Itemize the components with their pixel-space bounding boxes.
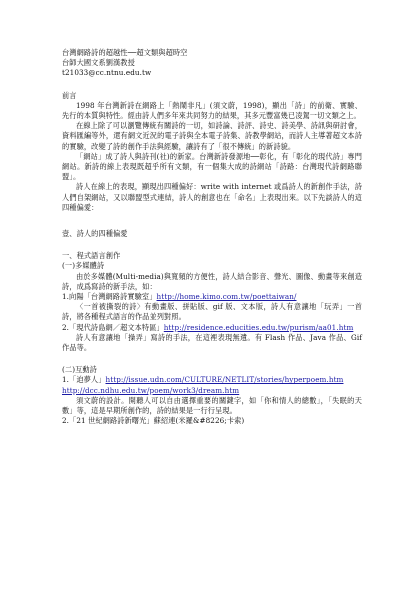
multimedia-paragraph: 由於多媒體(Multi-media)與寬頻的方便性，詩人結合影音、聲光、圖像、動畫等來創造詩，成爲寫詩的新手法，如： — [62, 271, 362, 291]
sub-subsection-heading-interactive: (二)互動詩 — [62, 365, 97, 375]
list-item-4: 2.「21 世紀網路詩新曙光」蘇紹連(米羅&#8226;卡索) — [62, 416, 245, 426]
list-item-2-description: 詩人有意讓地「操弄」寫詩的手法，在這裡表現無遺。有 Flash 作品、Java 作品、Gif 作品等。 — [62, 332, 362, 353]
preface-paragraph-2: 在線上除了可以瀏覽傳統有關詩的一切，如詩論、詩評、詩史、詩美學、詩訊與研討會，資料匯編等外，還有網文近況的電子詩與全本電子詩集、詩教學網站，而詩人主導著超文本詩的實驗，改變了詩的創作手法與經驗，讓詩有了「很不傳統」的新詩貌。 — [62, 121, 362, 151]
document-body — [62, 48, 362, 427]
list-item-3-description: 須文蔚的設計。開聽人可以自由選擇重要的關鍵字，如「你和情人的總數」，「失眠的天數」等，這是早期所創作的，詩的結果是一行行呈現。 — [62, 395, 362, 416]
list-item-3-label: 1.「迫夢人」 — [62, 375, 106, 385]
sub-subsection-heading-multimedia: (一)多媒體詩 — [62, 261, 105, 271]
dream-poem-link[interactable]: http://dcc.ndhu.edu.tw/poem/work3/dream.htm — [62, 385, 240, 395]
list-item-1 — [62, 292, 362, 302]
preface-paragraph-1: 1998 年台灣新詩在網路上「熱鬧非凡」(須文蔚，1998)，顯出「詩」的前衛、實驗、先行的本質與特性。經由詩人們多年來共同努力的結果，其多元豐富幾已凌駕一切文類之上。 — [62, 100, 362, 121]
author-email: t21033@cc.ntnu.edu.tw — [62, 68, 152, 78]
author-affiliation: 台師大國文系劉漢教授 — [62, 58, 135, 68]
document-title: 台灣網路詩的超越性──超文類與超時空 — [62, 48, 188, 57]
subsection-heading-1: 一、程式語言創作 — [62, 251, 121, 261]
list-item-2-label: 2.「現代詩島網／超文本特區」 — [62, 322, 164, 332]
preface-heading: 前言 — [62, 90, 77, 100]
list-item-3-second-link-line — [62, 386, 362, 396]
list-item-1-description: 〈一首被撕裂的詩〉有動畫版、拼貼版、gif 版、文本版，詩人有意讓地「玩弄」一首詩，將各種程式語言的作品並列對照。 — [62, 302, 362, 322]
poettaiwan-link[interactable]: http://home.kimo.com.tw/poettaiwan/ — [156, 292, 297, 302]
preface-paragraph-4: 詩人在線上的表現，顯現出四種偏好：write with internet 或爲詩人的新創作手法，詩人們自架網站，又以聯盟型式連結，詩人的創意也在「命名」上表現出來。以下先談詩人的這四種偏愛： — [62, 182, 362, 212]
purism-link[interactable]: http://residence.educities.edu.tw/purism/aa01.htm — [163, 322, 354, 332]
list-item-2 — [62, 323, 362, 333]
hyperpoem-link[interactable]: http://issue.udn.com/CULTURE/NETLIT/stories/hyperpoem.htm — [105, 375, 344, 385]
list-item-3 — [62, 375, 362, 385]
section-heading-1: 壹、詩人的四種偏愛 — [62, 229, 128, 239]
preface-paragraph-3: 「網站」成了詩人與詩刊(社)的新家。台灣新詩發源地──彰化，有「彰化的現代詩」專門網站。新詩的線上表現既超乎所有文類，有一個集大成的詩網站「詩路：台灣現代詩網路聯盟」。 — [62, 151, 362, 182]
list-item-1-label: 1.向陽「台灣網路詩實驗室」 — [62, 292, 157, 302]
